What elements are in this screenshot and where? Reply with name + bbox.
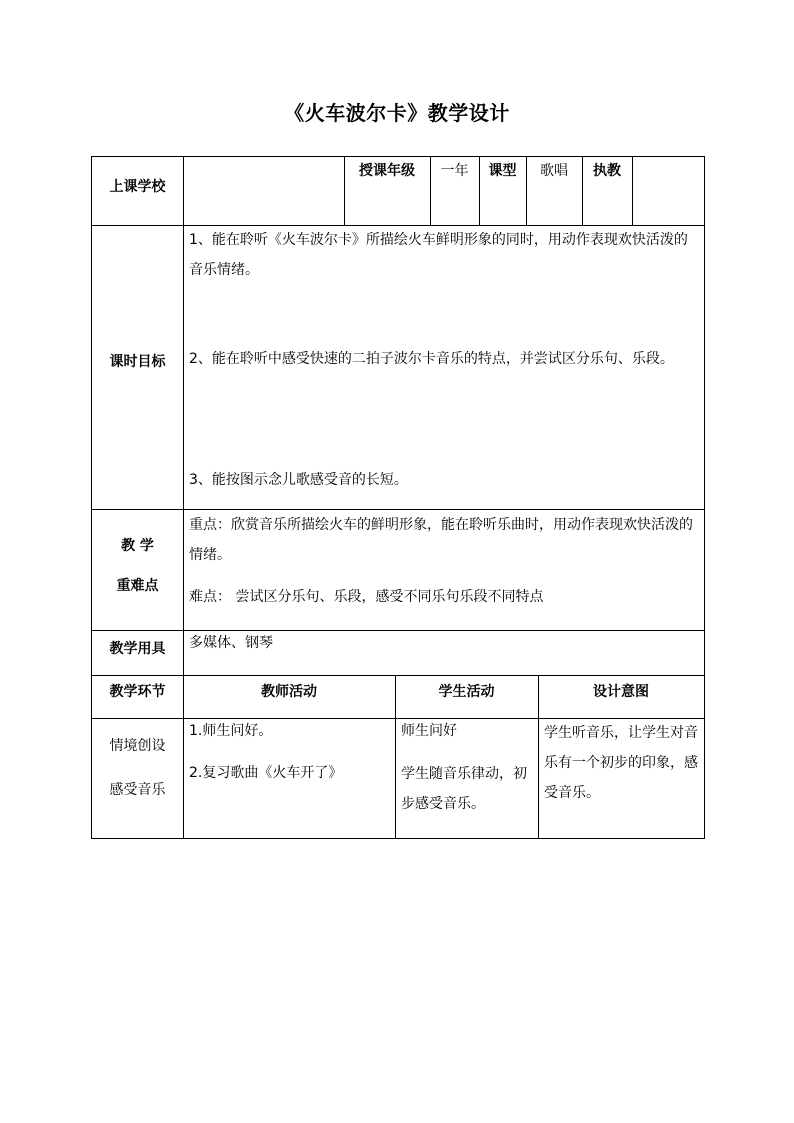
objective-item: 3、能按图示念儿歌感受音的长短。 xyxy=(189,472,408,488)
column-divider xyxy=(183,157,184,838)
lesson-plan-table xyxy=(91,156,705,839)
design-intent-header: 设计意图 xyxy=(593,684,649,700)
objective-item: 2、能在聆听中感受快速的二拍子波尔卡音乐的特点，并尝试区分乐句、乐段。 xyxy=(189,351,674,367)
teacher-activity-item: 1.师生问好。 xyxy=(189,723,273,739)
student-activity-header: 学生活动 xyxy=(438,684,495,700)
objective-item: 1、能在聆听《火车波尔卡》所描绘火车鲜明形象的同时，用动作表现欢快活泼的音乐情绪。 xyxy=(189,232,688,278)
document-title: 《火车波尔卡》教学设计 xyxy=(284,101,510,125)
teacher-activity-header: 教师活动 xyxy=(261,684,317,700)
design-intent-text: 学生听音乐，让学生对音乐有一个初步的印象，感受音乐。 xyxy=(544,725,698,801)
difficult-point-text: 难点： 尝试区分乐句、乐段，感受不同乐句乐段不同特点 xyxy=(189,589,544,605)
stage-name: 情境创设 xyxy=(109,738,166,754)
column-divider xyxy=(632,157,633,225)
objectives-label: 课时目标 xyxy=(109,354,166,370)
student-activity-item: 师生问好 xyxy=(401,723,457,739)
key-points-label: 重难点 xyxy=(116,578,159,594)
grade-label: 授课年级 xyxy=(359,163,415,179)
student-activity-item: 学生随音乐律动，初步感受音乐。 xyxy=(401,766,527,812)
stage-header: 教学环节 xyxy=(109,684,166,700)
lesson-type-value: 歌唱 xyxy=(540,163,568,179)
lesson-type-label: 课型 xyxy=(488,163,517,179)
teacher-activity-item: 2.复习歌曲《火车开了》 xyxy=(189,765,343,781)
teaching-tools-value: 多媒体、钢琴 xyxy=(189,635,273,651)
key-points-label: 教 学 xyxy=(121,538,154,554)
key-point-text: 重点：欣赏音乐所描绘火车的鲜明形象，能在聆听乐曲时，用动作表现欢快活泼的情绪。 xyxy=(189,517,693,563)
stage-name: 感受音乐 xyxy=(109,782,166,798)
teaching-tools-label: 教学用具 xyxy=(109,641,166,657)
school-label: 上课学校 xyxy=(109,179,166,195)
grade-value: 一年 xyxy=(440,163,469,179)
teacher-label: 执教 xyxy=(593,163,621,179)
